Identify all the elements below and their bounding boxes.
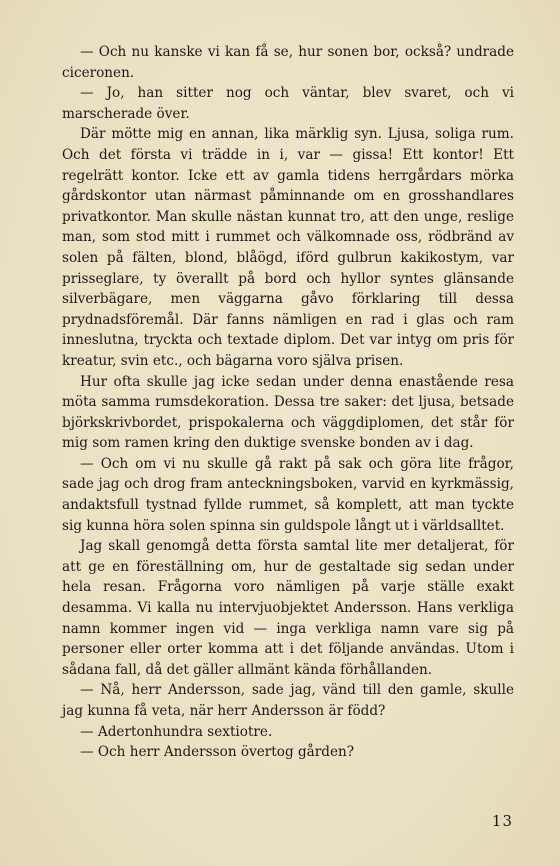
body-text — [62, 42, 514, 763]
paragraph: — Och herr Andersson övertog gården? — [80, 744, 355, 761]
paragraph: — Jo, han sitter nog och väntar, blev svaret, och vi marscherade över. — [62, 85, 514, 122]
paragraph: Jag skall genomgå detta första samtal lite mer detaljerat, för att ge en föreställning om, hur de gestaltade sig sedan under hela resan. Frågorna voro nämligen på varje ställe exakt desamma. Vi kalla nu intervjuobjektet Andersson. Hans verkliga namn kommer ingen vid — inga verkliga namn vare sig på personer eller orter komma att i det följande användas. Utom i sådana fall, då det gäller allmänt kända förhållanden. — [62, 538, 514, 678]
paragraph: — Och nu kanske vi kan få se, hur sonen bor, också? undrade ciceronen. — [62, 44, 514, 81]
paragraph: — Och om vi nu skulle gå rakt på sak och göra lite frågor, sade jag och drog fram anteckningsboken, varvid en kyrkmässig, andaktsfull tystnad fyllde rummet, så komplett, att man tyckte sig kunna höra solen spinna sin guldspole långt ut i världsalltet. — [62, 455, 514, 534]
paragraph: Där mötte mig en annan, lika märklig syn. Ljusa, soliga rum. Och det första vi trädde in i, var — gissa! Ett kontor! Ett regelrätt kontor. Icke ett av gamla tidens herrgårdars mörka gårdskontor utan närmast påminnande om en grosshandlares privatkontor. Man skulle nästan kunnat tro, att den unge, reslige man, som stod mitt i rummet och välkomnade oss, rödbränd av solen på fälten, blond, blåögd, iförd gulbrun kakikostym, var prisseglare, ty överallt på bord och hyllor syntes glänsande silverbägare, men väggarna gåvo förklaring till dessa prydnadsföremål. Där fanns nämligen en rad i glas och ram inneslutna, tryckta och textade diplom. Det var intyg om pris för kreatur, svin etc., och bägarna voro själva prisen. — [62, 126, 514, 369]
paragraph: Hur ofta skulle jag icke sedan under denna enastående resa möta samma rumsdekoration. Dessa tre saker: det ljusa, betsade björkskrivbordet, prispokalerna och väggdiplomen, det står för mig som ramen kring den duktige svenske bonden av i dag. — [62, 373, 514, 452]
paragraph: — Adertonhundra sextiotre. — [80, 723, 273, 740]
page-number: 13 — [491, 812, 513, 830]
paragraph: — Nå, herr Andersson, sade jag, vänd till den gamle, skulle jag kunna få veta, när herr Andersson är född? — [62, 682, 514, 719]
